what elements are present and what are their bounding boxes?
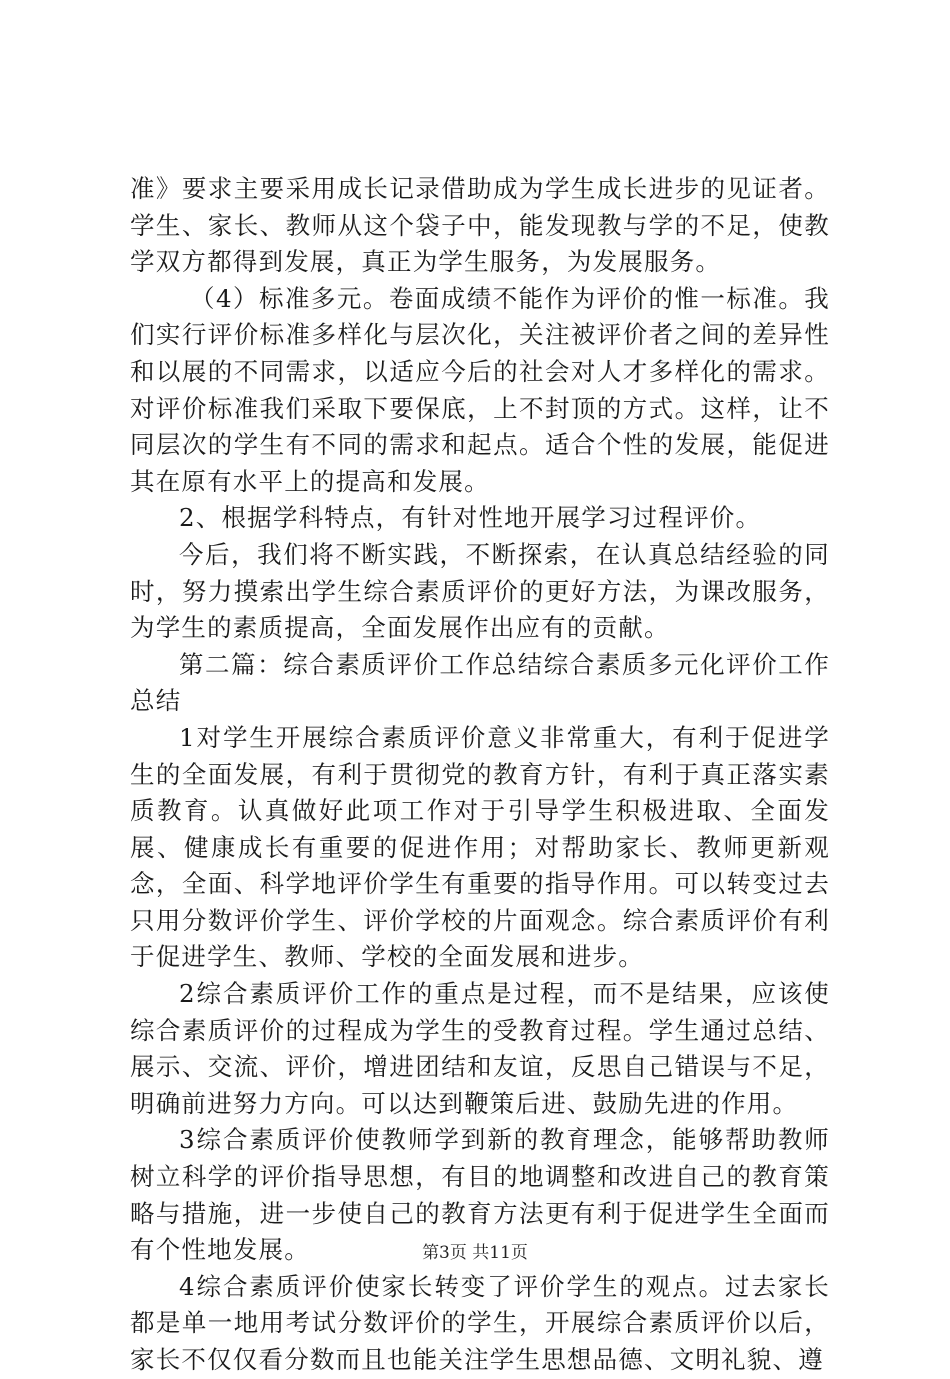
paragraph-point-3: 3综合素质评价使教师学到新的教育理念，能够帮助教师树立科学的评价指导思想，有目的地调整和改进自己的教育策略与措施，进一步使自己的教育方法更有利于促进学生全面而有个性地发展。 (130, 1125, 830, 1265)
paragraph-continuation: 准》要求主要采用成长记录借助成为学生成长进步的见证者。学生、家长、教师从这个袋子中，能发现教与学的不足，使教学双方都得到发展，真正为学生服务，为发展服务。 (130, 174, 830, 277)
paragraph-point-2: 2综合素质评价工作的重点是过程，而不是结果，应该使综合素质评价的过程成为学生的受教育过程。学生通过总结、展示、交流、评价，增进团结和友谊，反思自己错误与不足，明确前进努力方向。可以达到鞭策后进、鼓励先进的作用。 (130, 979, 830, 1118)
paragraph-standards: （4）标准多元。卷面成绩不能作为评价的惟一标准。我们实行评价标准多样化与层次化，关注被评价者之间的差异性和以展的不同需求，以适应今后的社会对人才多样化的需求。对评价标准我们采取下要保底，上不封顶的方式。这样，让不同层次的学生有不同的需求和起点。适合个性的发展，能促进其在原有水平上的提高和发展。 (130, 283, 830, 496)
section-heading-part-two: 第二篇：综合素质评价工作总结综合素质多元化评价工作总结 (130, 649, 830, 716)
page-number-footer: 第3页 共11页 (422, 1243, 528, 1263)
document-body (130, 171, 830, 1379)
paragraph-future-work: 今后，我们将不断实践，不断探索，在认真总结经验的同时，努力摸索出学生综合素质评价的更好方法，为课改服务，为学生的素质提高，全面发展作出应有的贡献。 (130, 539, 830, 643)
paragraph-subject-evaluation: 2、根据学科特点，有针对性地开展学习过程评价。 (179, 503, 762, 533)
paragraph-point-1: 1对学生开展综合素质评价意义非常重大，有利于促进学生的全面发展，有利于贯彻党的教育方针，有利于真正落实素质教育。认真做好此项工作对于引导学生积极进取、全面发展、健康成长有重要的促进作用；对帮助家长、教师更新观念，全面、科学地评价学生有重要的指导作用。可以转变过去只用分数评价学生、评价学校的片面观念。综合素质评价有利于促进学生、教师、学校的全面发展和进步。 (130, 722, 830, 972)
paragraph-point-4: 4综合素质评价使家长转变了评价学生的观点。过去家长都是单一地用考试分数评价的学生，开展综合素质评价以后，家长不仅仅看分数而且也能关注学生思想品德、文明礼貌、遵 (130, 1271, 830, 1374)
